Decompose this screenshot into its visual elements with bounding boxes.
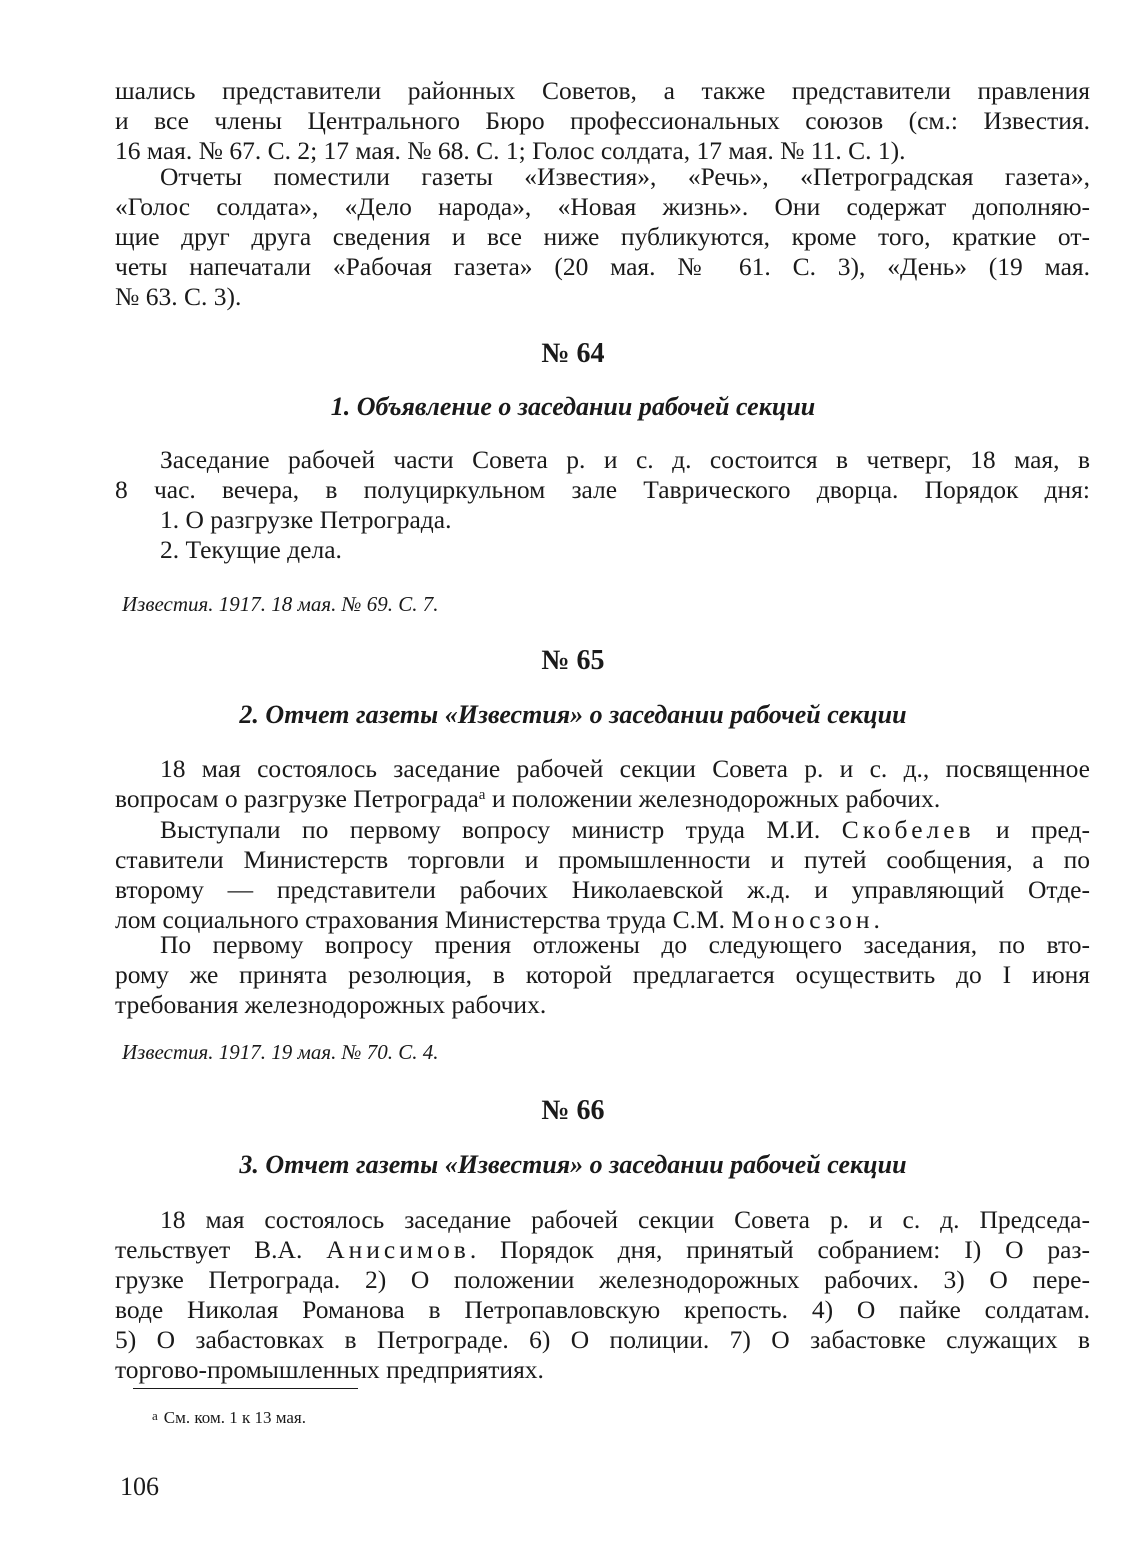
- text-line: ставители Министерств торговли и промышленности и путей сообщения, а по: [115, 845, 1090, 874]
- text-fragment: и пред-: [974, 815, 1090, 844]
- doc66-paragraph: [115, 1205, 1090, 1385]
- text-line: 5) О забастовках в Петрограде. 6) О полиции. 7) О забастовке служащих в: [115, 1325, 1090, 1354]
- doc65-paragraph-1: [115, 754, 1090, 814]
- intro-paragraph-2: [115, 162, 1090, 312]
- text-line: грузке Петрограда. 2) О положении железнодорожных рабочих. 3) О пере-: [115, 1265, 1090, 1294]
- source-citation-64: Известия. 1917. 18 мая. № 69. С. 7.: [122, 592, 439, 616]
- text-fragment: .: [873, 905, 880, 934]
- text-line: торгово-промышленных предприятиях.: [115, 1355, 544, 1384]
- doc65-paragraph-2: [115, 815, 1090, 935]
- text-fragment: тельствует В.А.: [115, 1235, 327, 1264]
- text-line: «Голос солдата», «Дело народа», «Новая жизнь». Они содержат дополняю-: [115, 192, 1090, 221]
- text-line: воде Николая Романова в Петропавловскую крепость. 4) О пайке солдатам.: [115, 1295, 1090, 1324]
- agenda-item: 2. Текущие дела.: [160, 535, 342, 564]
- person-name: Скобелев: [841, 815, 975, 844]
- person-name: Анисимов: [326, 1235, 470, 1264]
- agenda-item: 1. О разгрузке Петрограда.: [160, 505, 452, 534]
- text-line: 16 мая. № 67. С. 2; 17 мая. № 68. С. 1; Голос солдата, 17 мая. № 11. С. 1).: [115, 136, 906, 165]
- footnote-mark: а: [152, 1408, 158, 1423]
- text-line: второму — представители рабочих Николаевской ж.д. и управляющий Отде-: [115, 875, 1090, 904]
- text-line: 18 мая состоялось заседание рабочей секции Совета р. и с. д. Председа-: [160, 1205, 1090, 1234]
- person-name: Моносзон: [731, 905, 874, 934]
- text-line: и все члены Центрального Бюро профессиональных союзов (см.: Известия.: [115, 106, 1090, 135]
- text-fragment: и положении железнодорожных рабочих.: [485, 784, 941, 813]
- source-citation-65: Известия. 1917. 19 мая. № 70. С. 4.: [122, 1040, 439, 1064]
- text-line: четы напечатали «Рабочая газета» (20 мая. № 61. С. 3), «День» (19 мая.: [115, 252, 1090, 281]
- intro-paragraph-1: [115, 76, 1090, 166]
- document-title-64: 1. Объявление о заседании рабочей секции: [330, 392, 816, 421]
- text-line: Отчеты поместили газеты «Известия», «Речь», «Петроградская газета»,: [160, 162, 1090, 191]
- footnote: [152, 1408, 306, 1428]
- footnote-reference: а: [478, 787, 486, 803]
- text-line: № 63. С. 3).: [115, 282, 242, 311]
- text-line: По первому вопросу прения отложены до следующего заседания, по вто-: [160, 930, 1090, 959]
- text-line: требования железнодорожных рабочих.: [115, 990, 547, 1019]
- text-fragment: лом социального страхования Министерства труда С.М.: [115, 905, 732, 934]
- text-fragment: вопросам о разгрузке Петрограда: [115, 784, 479, 813]
- document-title-66: 3. Отчет газеты «Известия» о заседании рабочей секции: [239, 1150, 907, 1179]
- text-line: [115, 1235, 1090, 1265]
- text-line: [115, 815, 1090, 845]
- footnote-divider: [133, 1388, 358, 1389]
- document-title-65: 2. Отчет газеты «Известия» о заседании рабочей секции: [239, 700, 907, 729]
- text-line: щие друг друга сведения и все ниже публикуются, кроме того, краткие от-: [115, 222, 1090, 251]
- doc65-paragraph-3: [115, 930, 1090, 1020]
- text-line: рому же принята резолюция, в которой предлагается осуществить до I июня: [115, 960, 1090, 989]
- text-line: шались представители районных Советов, а также представители правления: [115, 76, 1090, 105]
- document-number-66: № 66: [541, 1095, 605, 1126]
- text-line: [115, 784, 1090, 814]
- document-number-64: № 64: [541, 338, 605, 369]
- footnote-text: См. ком. 1 к 13 мая.: [163, 1408, 306, 1427]
- text-fragment: . Порядок дня, принятый собранием: I) О раз-: [469, 1235, 1090, 1264]
- text-line: Заседание рабочей части Совета р. и с. д. состоится в четверг, 18 мая, в: [160, 445, 1090, 474]
- document-number-65: № 65: [541, 645, 605, 676]
- page-number: 106: [120, 1472, 159, 1501]
- text-line: 18 мая состоялось заседание рабочей секции Совета р. и с. д., посвященное: [160, 754, 1090, 783]
- text-fragment: Выступали по первому вопросу министр труда М.И.: [160, 815, 842, 844]
- text-line: 8 час. вечера, в полуциркульном зале Таврического дворца. Порядок дня:: [115, 475, 1090, 504]
- doc64-paragraph: [115, 445, 1090, 565]
